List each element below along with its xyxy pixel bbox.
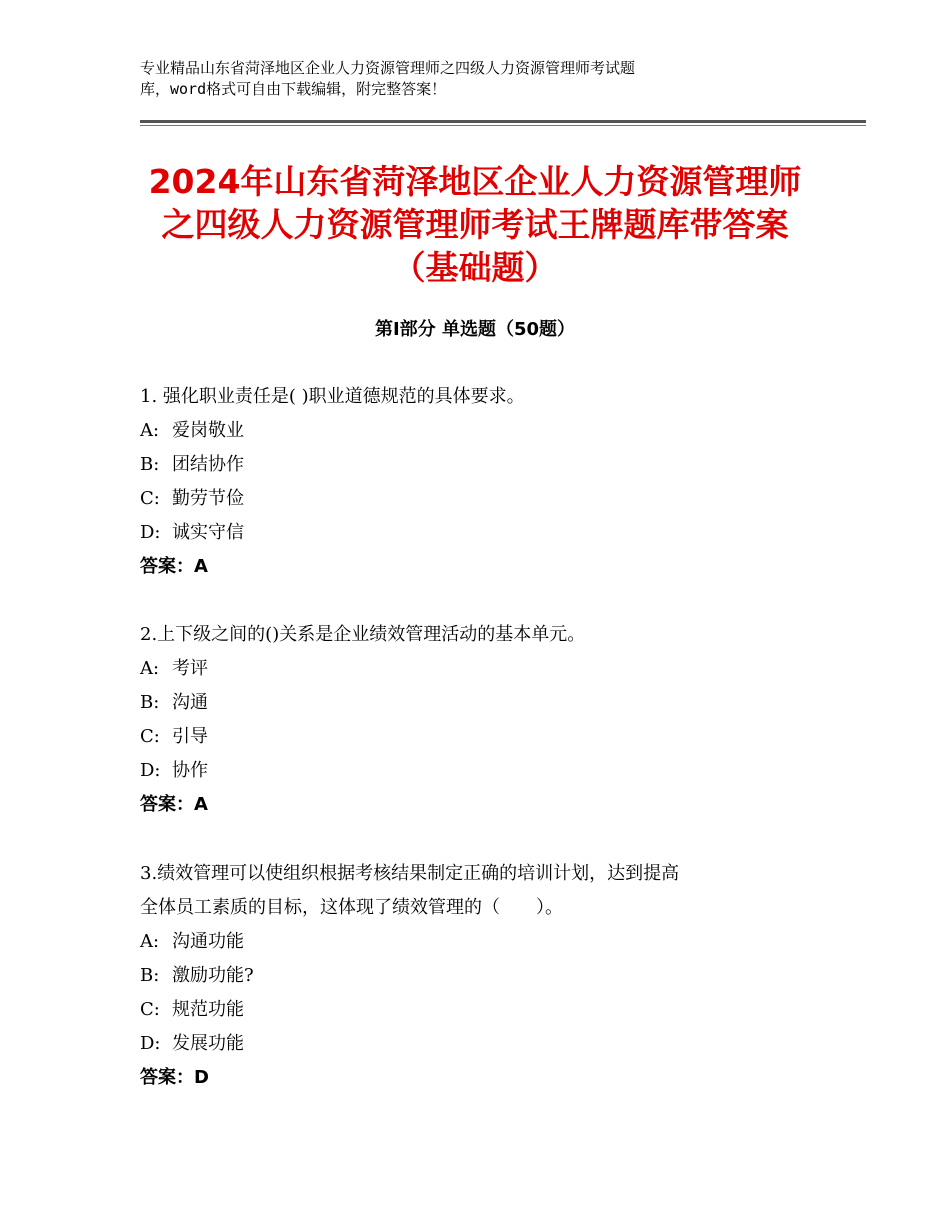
option-c	[140, 720, 860, 754]
question-1	[140, 380, 860, 584]
option-text: 沟通功能	[172, 931, 244, 952]
option-text: 规范功能	[172, 999, 244, 1020]
option-text: 诚实守信	[172, 522, 244, 543]
option-text: 协作	[172, 760, 208, 781]
option-label: B:	[140, 965, 160, 986]
option-c	[140, 482, 860, 516]
title-line: 2024年山东省菏泽地区企业人力资源管理师	[148, 162, 802, 201]
title-line: （基础题）	[392, 248, 558, 287]
option-text: 爱岗敬业	[172, 420, 244, 441]
option-text: 引导	[172, 726, 208, 747]
option-label: B:	[140, 454, 160, 475]
question-stem: 1. 强化职业责任是( )职业道德规范的具体要求。	[140, 386, 525, 407]
title-line: 之四级人力资源管理师考试王牌题库带答案	[161, 205, 789, 244]
option-b	[140, 448, 860, 482]
option-d	[140, 516, 860, 550]
option-label: A:	[140, 420, 160, 441]
option-label: A:	[140, 658, 160, 679]
option-d	[140, 1027, 860, 1061]
option-label: C:	[140, 999, 160, 1020]
option-text: 考评	[172, 658, 208, 679]
option-label: B:	[140, 692, 160, 713]
header-divider	[140, 120, 866, 123]
option-label: C:	[140, 488, 160, 509]
question-stem: 3.绩效管理可以使组织根据考核结果制定正确的培训计划，达到提高	[140, 863, 680, 884]
option-label: D:	[140, 1033, 161, 1054]
header-note	[140, 58, 840, 100]
option-label: D:	[140, 522, 161, 543]
option-b	[140, 686, 860, 720]
option-text: 激励功能?	[172, 965, 254, 986]
answer: 答案：D	[140, 1067, 209, 1088]
option-text: 沟通	[172, 692, 208, 713]
option-b	[140, 959, 860, 993]
answer: 答案：A	[140, 794, 208, 815]
question-stem: 2.上下级之间的()关系是企业绩效管理活动的基本单元。	[140, 624, 586, 645]
option-label: C:	[140, 726, 160, 747]
option-d	[140, 754, 860, 788]
option-a	[140, 925, 860, 959]
answer: 答案：A	[140, 556, 208, 577]
option-c	[140, 993, 860, 1027]
header-note-line: 专业精品山东省菏泽地区企业人力资源管理师之四级人力资源管理师考试题	[140, 59, 636, 77]
option-text: 团结协作	[172, 454, 244, 475]
header-divider-thin	[140, 125, 866, 126]
option-a	[140, 652, 860, 686]
section-title: 第Ⅰ部分 单选题（50题）	[374, 319, 575, 340]
option-label: A:	[140, 931, 160, 952]
document-title	[95, 160, 855, 289]
question-3	[140, 857, 860, 1095]
option-text: 发展功能	[172, 1033, 244, 1054]
question-stem: 全体员工素质的目标，这体现了绩效管理的（ ）。	[140, 897, 563, 918]
header-note-line: 库，word格式可自由下载编辑，附完整答案！	[140, 80, 447, 98]
option-text: 勤劳节俭	[172, 488, 244, 509]
option-label: D:	[140, 760, 161, 781]
question-2	[140, 618, 860, 822]
option-a	[140, 414, 860, 448]
